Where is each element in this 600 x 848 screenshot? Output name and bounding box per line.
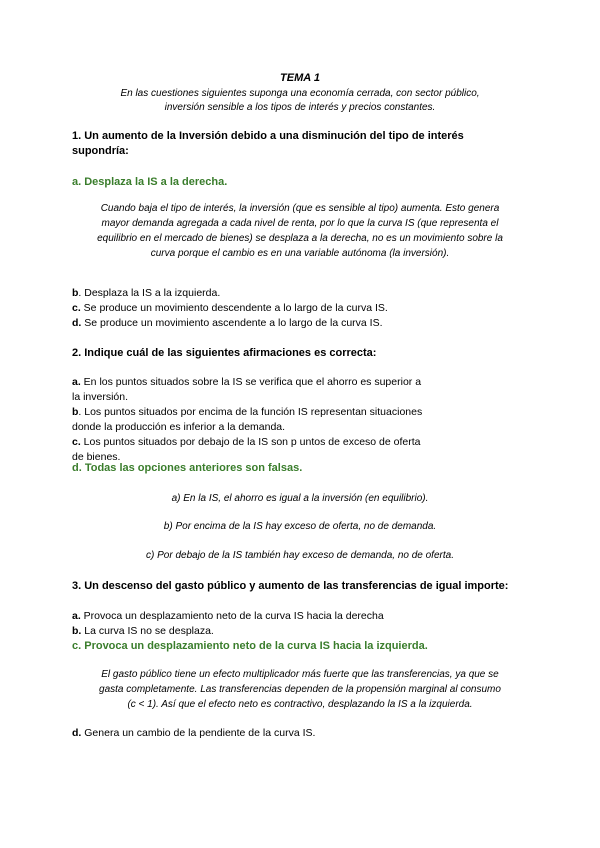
q1-explanation-line: mayor demanda agregada a cada nivel de renta, por lo que la curva IS (que representa el	[101, 218, 499, 229]
q1-explanation-line: curva porque el cambio es en una variable autónoma (la inversión).	[150, 248, 450, 259]
question-1-line-2: supondría:	[72, 145, 129, 157]
q2-explanation-a: a) En la IS, el ahorro es igual a la inversión (en equilibrio).	[171, 493, 429, 504]
q1-explanation-line: equilibrio en el mercado de bienes) se desplaza a la derecha, no es un movimiento sobre la	[97, 233, 503, 244]
q3-explanation	[72, 667, 528, 712]
q3-explanation-line: gasta completamente. Las transferencias dependen de la propensión marginal al consumo	[99, 684, 501, 695]
intro-text	[90, 87, 510, 115]
q1-options	[72, 286, 472, 331]
intro-line-2: inversión sensible a los tipos de interés y precios constantes.	[164, 102, 436, 113]
q3-option-b: b. La curva IS no se desplaza.	[72, 625, 214, 637]
q1-explanation	[72, 201, 528, 261]
question-1	[72, 129, 532, 159]
q2-explanation-c: c) Por debajo de la IS también hay exceso de demanda, no de oferta.	[146, 550, 454, 561]
q2-option-b-cont: donde la producción es inferior a la demanda.	[72, 421, 286, 433]
page-title: TEMA 1	[280, 72, 320, 84]
q1-option-c: c. Se produce un movimiento descendente a lo largo de la curva IS.	[72, 302, 388, 314]
q2-option-c: c. Los puntos situados por debajo de la IS son p untos de exceso de oferta	[72, 436, 421, 448]
q2-option-a: a. En los puntos situados sobre la IS se verifica que el ahorro es superior a	[72, 376, 422, 388]
q1-correct-answer: a. Desplaza la IS a la derecha.	[72, 176, 228, 188]
q3-option-a: a. Provoca un desplazamiento neto de la curva IS hacia la derecha	[72, 610, 384, 622]
intro-line-1: En las cuestiones siguientes suponga una economía cerrada, con sector público,	[120, 88, 480, 99]
q2-explanation-b: b) Por encima de la IS hay exceso de oferta, no de demanda.	[163, 521, 437, 532]
q2-options	[72, 375, 472, 465]
q2-option-c-cont: de bienes.	[72, 451, 121, 463]
q2-option-a-cont: la inversión.	[72, 391, 129, 403]
question-3: 3. Un descenso del gasto público y aumento de las transferencias de igual importe:	[72, 580, 509, 592]
q3-correct-answer: c. Provoca un desplazamiento neto de la curva IS hacia la izquierda.	[72, 640, 428, 652]
question-1-line-1: 1. Un aumento de la Inversión debido a una disminución del tipo de interés	[72, 130, 464, 142]
q3-explanation-line: (c < 1). Así que el efecto neto es contractivo, desplazando la IS a la izquierda.	[127, 699, 473, 710]
q2-option-b: b. Los puntos situados por encima de la función IS representan situaciones	[72, 406, 423, 418]
q3-explanation-line: El gasto público tiene un efecto multiplicador más fuerte que las transferencias, ya que se	[101, 669, 499, 680]
q1-option-b: b. Desplaza la IS a la izquierda.	[72, 287, 221, 299]
q3-options	[72, 609, 472, 639]
q3-option-d: d. Genera un cambio de la pendiente de la curva IS.	[72, 727, 316, 739]
q1-explanation-line: Cuando baja el tipo de interés, la inversión (que es sensible al tipo) aumenta. Esto genera	[100, 203, 500, 214]
q2-correct-answer: d. Todas las opciones anteriores son falsas.	[72, 462, 303, 474]
q1-option-d: d. Se produce un movimiento ascendente a lo largo de la curva IS.	[72, 317, 383, 329]
question-2: 2. Indique cuál de las siguientes afirmaciones es correcta:	[72, 347, 377, 359]
